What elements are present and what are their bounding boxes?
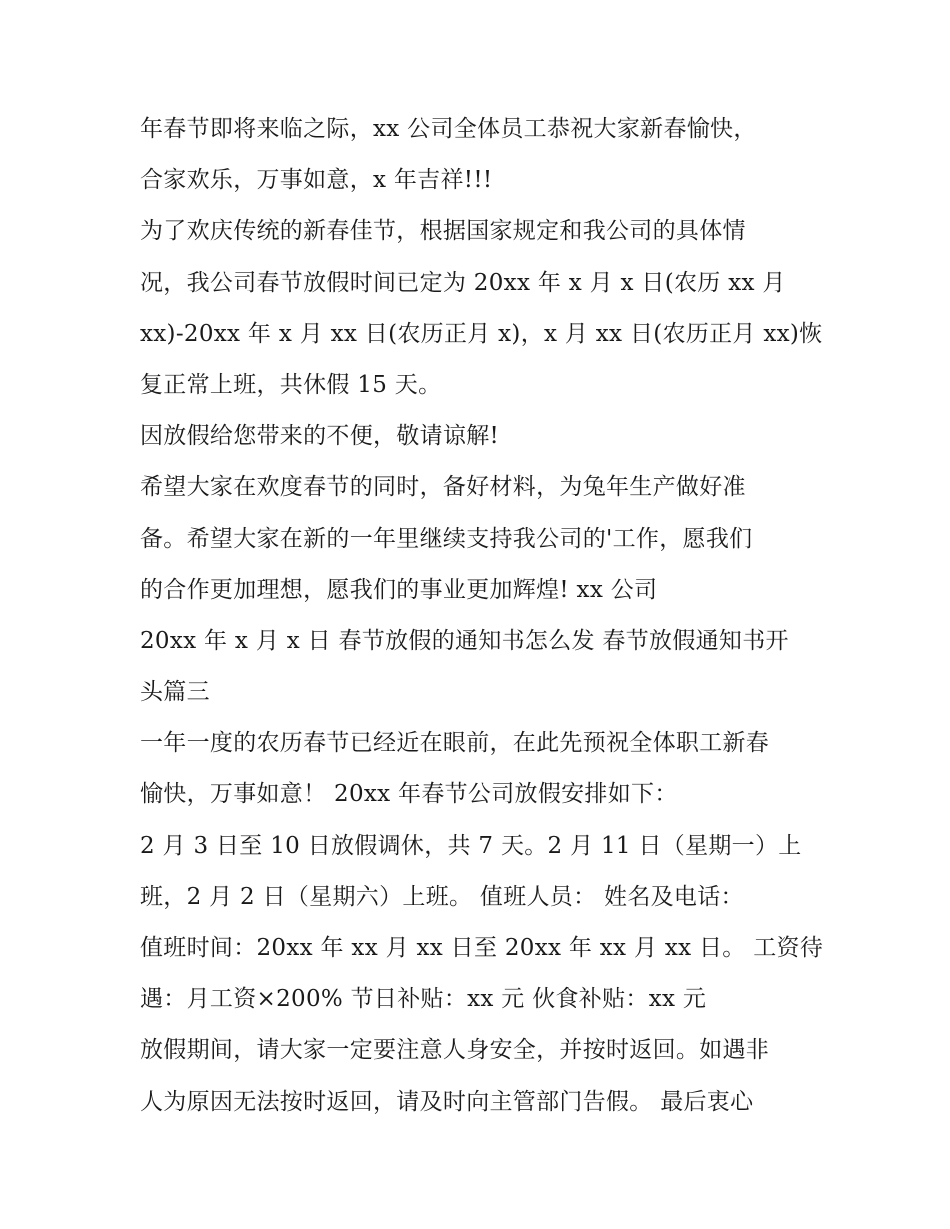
text-line: 合家欢乐，万事如意，x 年吉祥!!!	[140, 167, 493, 194]
text-line: 遇：月工资×200% 节日补贴：xx 元 伙食补贴：xx 元	[140, 986, 707, 1013]
text-line: 头篇三	[140, 679, 210, 706]
text-line: 2 月 3 日至 10 日放假调休，共 7 天。2 月 11 日（星期一）上	[140, 832, 802, 859]
text-line: 值班时间：20xx 年 xx 月 xx 日至 20xx 年 xx 月 xx 日。 工资待	[140, 935, 824, 961]
document-body	[140, 104, 830, 1128]
text-line: 年春节即将来临之际，xx 公司全体员工恭祝大家新春愉快，	[140, 116, 757, 142]
text-line: 希望大家在欢度春节的同时，备好材料，为兔年生产做好准	[140, 474, 746, 501]
text-line: 20xx 年 x 月 x 日 春节放假的通知书怎么发 春节放假通知书开	[140, 627, 789, 654]
text-line: 备。希望大家在新的一年里继续支持我公司的'工作，愿我们	[140, 525, 753, 552]
text-line: 一年一度的农历春节已经近在眼前，在此先预祝全体职工新春	[140, 730, 770, 757]
text-line: xx)-20xx 年 x 月 xx 日(农历正月 x)，x 月 xx 日(农历正月 xx)恢	[140, 320, 823, 347]
text-line: 复正常上班，共休假 15 天。	[140, 371, 442, 398]
text-line: 因放假给您带来的不便，敬请谅解!	[140, 423, 500, 450]
text-line: 为了欢庆传统的新春佳节，根据国家规定和我公司的具体情	[140, 218, 746, 245]
text-line: 况，我公司春节放假时间已定为 20xx 年 x 月 x 日(农历 xx 月	[140, 269, 786, 296]
text-line: 的合作更加理想，愿我们的事业更加辉煌! xx 公司	[140, 576, 658, 603]
text-line: 人为原因无法按时返回，请及时向主管部门告假。 最后衷心	[140, 1088, 754, 1115]
text-line: 班，2 月 2 日（星期六）上班。 值班人员： 姓名及电话：	[140, 883, 744, 910]
text-line: 愉快，万事如意！ 20xx 年春节公司放假安排如下：	[140, 781, 678, 808]
text-line: 放假期间，请大家一定要注意人身安全，并按时返回。如遇非	[140, 1037, 770, 1064]
